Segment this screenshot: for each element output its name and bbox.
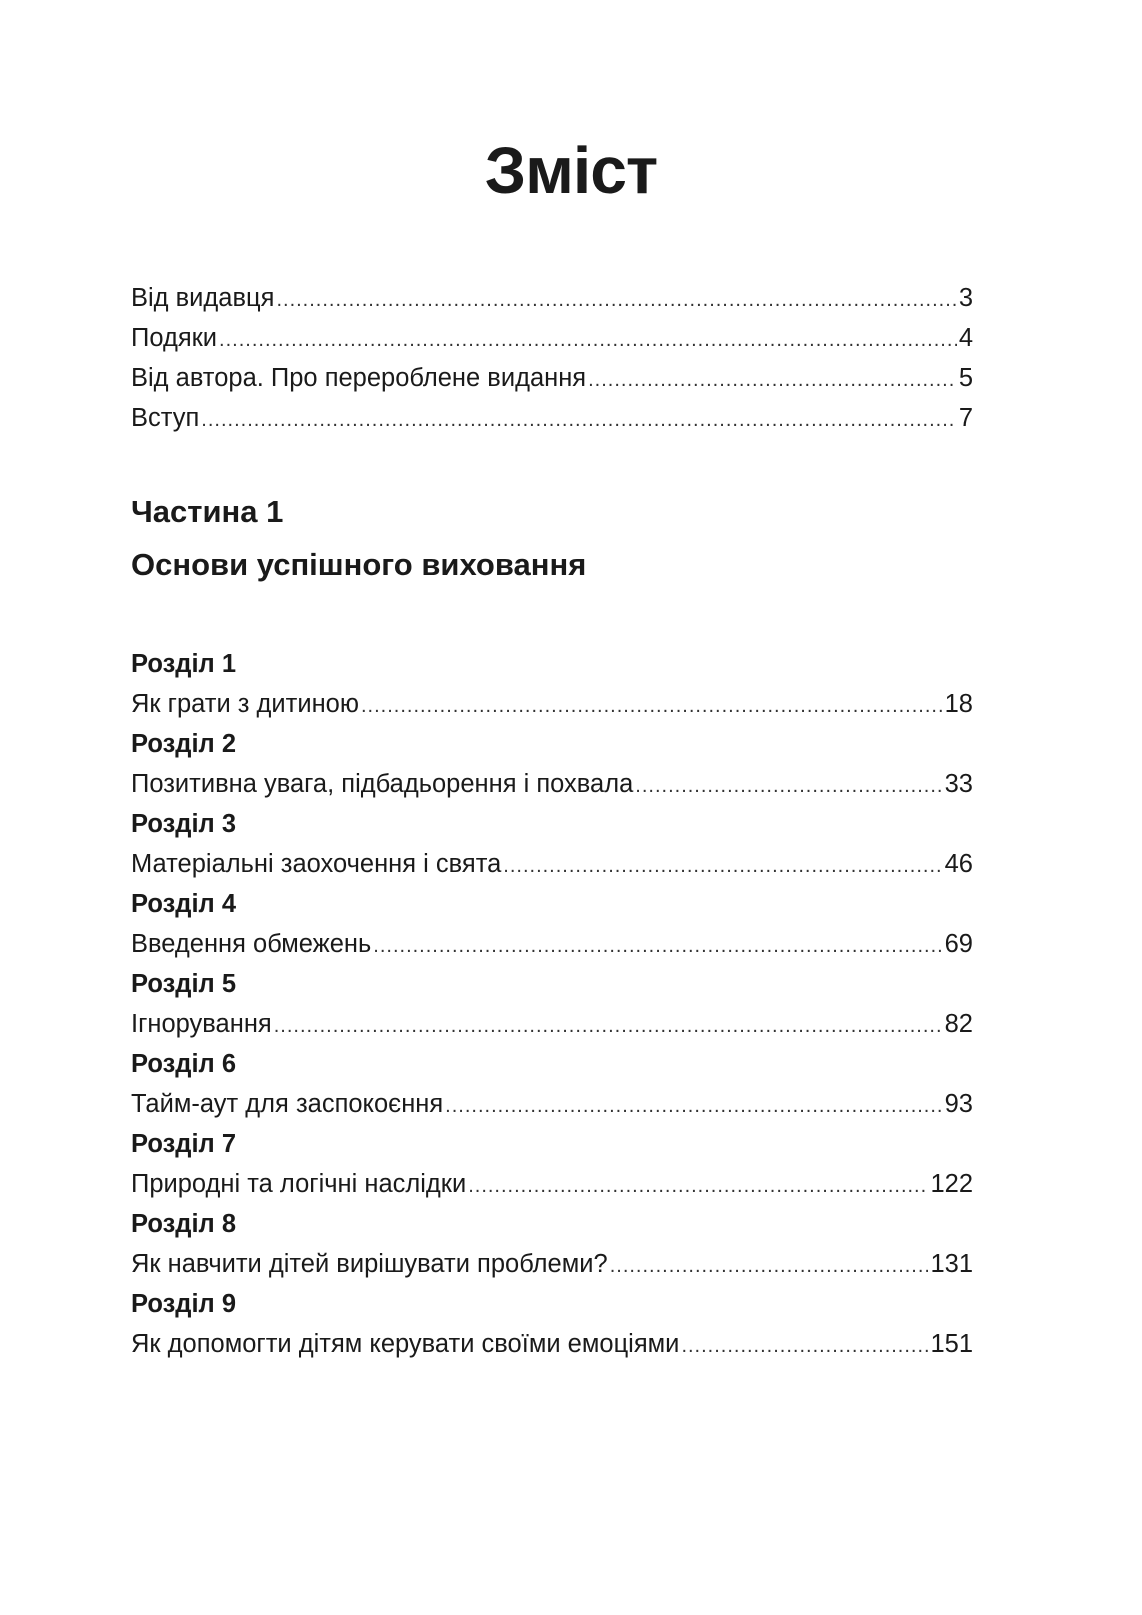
- chapter-heading: Розділ 4: [131, 890, 237, 918]
- toc-entry[interactable]: [131, 1324, 973, 1364]
- entry-title: Як навчити дітей вирішувати проблеми?: [131, 1250, 608, 1278]
- front-matter-list: [131, 278, 973, 438]
- entry-title: Матеріальні заохочення і свята: [131, 850, 502, 878]
- dot-leader: [635, 766, 942, 806]
- chapter-heading: Розділ 5: [131, 970, 237, 998]
- dot-leader: [468, 1166, 928, 1206]
- entry-title: Подяки: [131, 324, 218, 352]
- toc-entry[interactable]: [131, 684, 973, 724]
- page-number: 5: [958, 364, 973, 392]
- dot-leader: [361, 686, 943, 726]
- page-number: 69: [944, 930, 973, 958]
- chapter-list: [131, 644, 973, 1364]
- page-number: 46: [944, 850, 973, 878]
- dot-leader: [276, 280, 956, 320]
- page-number: 33: [944, 770, 973, 798]
- toc-entry[interactable]: [131, 318, 973, 358]
- chapter-heading: Розділ 9: [131, 1290, 237, 1318]
- dot-leader: [503, 846, 942, 886]
- entry-title: Позитивна увага, підбадьорення і похвала: [131, 770, 634, 798]
- toc-entry[interactable]: [131, 398, 973, 438]
- entry-title: Як допомогти дітям керувати своїми емоціями: [131, 1330, 680, 1358]
- dot-leader: [588, 360, 957, 400]
- chapter-heading: Розділ 2: [131, 730, 237, 758]
- page-title: Зміст: [484, 133, 658, 207]
- page-number: 122: [930, 1170, 973, 1198]
- dot-leader: [681, 1326, 928, 1366]
- entry-title: Як грати з дитиною: [131, 690, 359, 718]
- chapter-heading: Розділ 1: [131, 650, 237, 678]
- dot-leader: [274, 1006, 943, 1046]
- entry-title: Від видавця: [131, 284, 275, 312]
- dot-leader: [219, 320, 957, 360]
- entry-title: Введення обмежень: [131, 930, 372, 958]
- toc-entry[interactable]: [131, 764, 973, 804]
- toc-entry[interactable]: [131, 844, 973, 884]
- dot-leader: [445, 1086, 942, 1126]
- toc-entry[interactable]: [131, 1244, 973, 1284]
- page-number: 4: [958, 324, 973, 352]
- part-title: Основи успішного виховання: [131, 547, 587, 582]
- page-number: 18: [944, 690, 973, 718]
- entry-title: Природні та логічні наслідки: [131, 1170, 467, 1198]
- entry-title: Ігнорування: [131, 1010, 272, 1038]
- chapter-heading: Розділ 3: [131, 810, 237, 838]
- toc-entry[interactable]: [131, 1004, 973, 1044]
- entry-title: Від автора. Про перероблене видання: [131, 364, 587, 392]
- page-number: 93: [944, 1090, 973, 1118]
- dot-leader: [610, 1246, 929, 1286]
- page-number: 3: [958, 284, 973, 312]
- entry-title: Тайм-аут для заспокоєння: [131, 1090, 444, 1118]
- dot-leader: [373, 926, 942, 966]
- toc-entry[interactable]: [131, 278, 973, 318]
- part-number: Частина 1: [131, 494, 284, 529]
- page-number: 82: [944, 1010, 973, 1038]
- chapter-heading: Розділ 7: [131, 1130, 237, 1158]
- page-number: 151: [930, 1330, 973, 1358]
- toc-entry[interactable]: [131, 924, 973, 964]
- entry-title: Вступ: [131, 404, 200, 432]
- chapter-heading: Розділ 8: [131, 1210, 237, 1238]
- toc-entry[interactable]: [131, 1164, 973, 1204]
- toc-entry[interactable]: [131, 1084, 973, 1124]
- page-number: 7: [958, 404, 973, 432]
- page-number: 131: [930, 1250, 973, 1278]
- chapter-heading: Розділ 6: [131, 1050, 237, 1078]
- dot-leader: [201, 400, 957, 440]
- toc-entry[interactable]: [131, 358, 973, 398]
